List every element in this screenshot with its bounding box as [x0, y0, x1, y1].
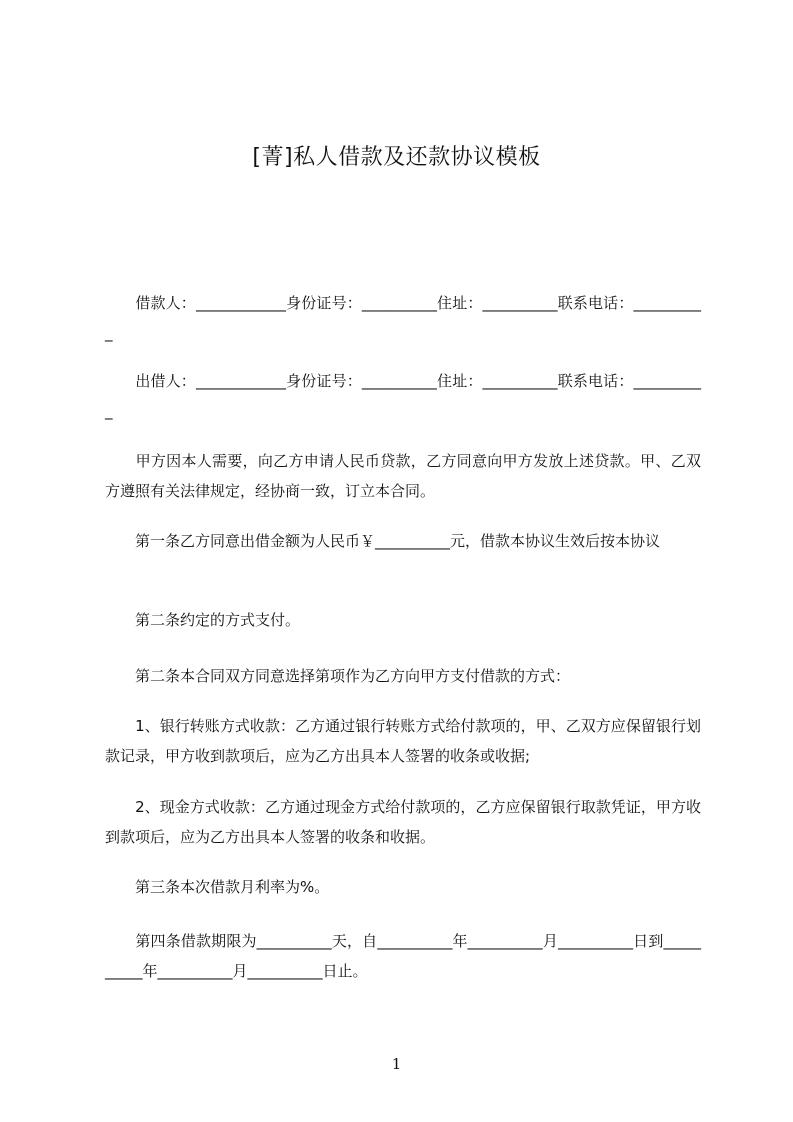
payment-method-clause: 第二条约定的方式支付。 — [105, 611, 301, 629]
borrower-info-line: 借款人：____________身份证号：__________住址：__________联系电话：__________ — [105, 294, 701, 342]
lender-info-line: 出借人：____________身份证号：__________住址：__________联系电话：__________ — [105, 372, 701, 420]
article-two-paragraph: 第二条本合同双方同意选择第项作为乙方向甲方支付借款的方式： — [105, 667, 571, 685]
document-title: [菁]私人借款及还款协议模板 — [252, 145, 541, 170]
article-one-paragraph: 第一条乙方同意出借金额为人民币￥__________元，借款本协议生效后按本协议 — [105, 532, 661, 550]
article-three-paragraph: 第三条本次借款月利率为%。 — [105, 878, 330, 896]
article-four-paragraph: 第四条借款期限为__________天，自__________年__________月__________日到__________年__________月__________日止。 — [105, 932, 701, 980]
preamble-paragraph: 甲方因本人需要，向乙方申请人民币贷款，乙方同意向甲方发放上述贷款。甲、乙双方遵照有关法律规定，经协商一致，订立本合同。 — [105, 452, 701, 500]
page-number: 1 — [391, 1055, 402, 1073]
cash-payment-clause: 2、现金方式收款：乙方通过现金方式给付款项的，乙方应保留银行取款凭证，甲方收到款项后，应为乙方出具本人签署的收条和收据。 — [105, 798, 701, 846]
bank-transfer-clause: 1、银行转账方式收款：乙方通过银行转账方式给付款项的，甲、乙双方应保留银行划款记录，甲方收到款项后，应为乙方出具本人签署的收条或收据; — [105, 717, 701, 765]
